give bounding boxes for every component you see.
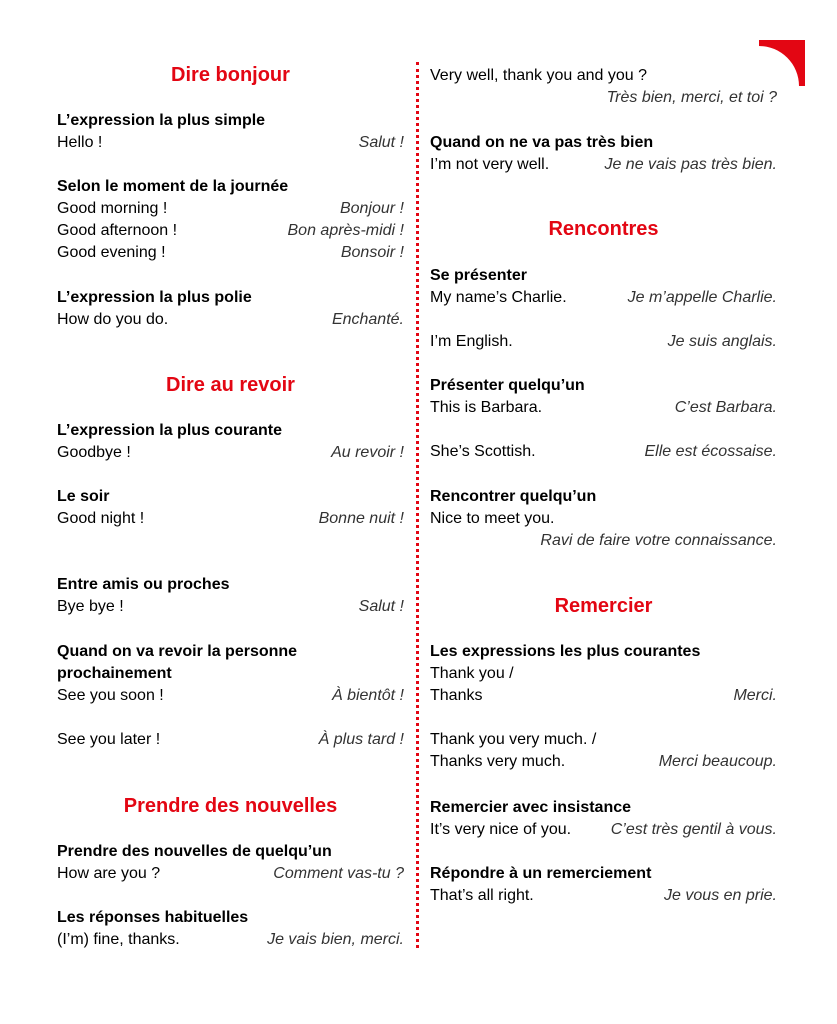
phrase-group-polie	[57, 287, 404, 331]
phrase-category: L’expression la plus polie	[57, 289, 252, 306]
phrase-group-prochainement	[57, 641, 404, 751]
english-phrase: That’s all right.	[430, 887, 534, 904]
phrase-category: L’expression la plus courante	[57, 422, 282, 439]
french-translation: Je ne vais pas très bien.	[604, 156, 777, 173]
phrase-group-se-presenter	[430, 265, 777, 353]
phrase-category: Selon le moment de la journée	[57, 178, 289, 195]
section-remercier	[430, 593, 777, 619]
french-translation: À bientôt !	[331, 687, 404, 704]
french-translation: Je m’appelle Charlie.	[627, 289, 777, 306]
english-phrase: My name’s Charlie.	[430, 289, 567, 306]
phrase-group-courante	[57, 420, 404, 464]
english-phrase: Goodbye !	[57, 444, 131, 461]
section-title: Dire au revoir	[166, 374, 295, 396]
phrase-row	[430, 397, 777, 419]
english-phrase: Hello !	[57, 134, 103, 151]
french-translation: C’est très gentil à vous.	[610, 821, 777, 838]
english-phrase: Good night !	[57, 510, 145, 527]
section-title: Remercier	[554, 595, 653, 617]
section-dire-bonjour	[57, 62, 404, 88]
phrase-row	[430, 729, 777, 751]
section-rencontres	[430, 216, 777, 242]
phrase-category: Prendre des nouvelles de quelqu’un	[57, 843, 332, 860]
english-phrase: Very well, thank you and you ?	[430, 67, 648, 84]
phrase-row	[430, 819, 777, 841]
phrase-group-amis	[57, 574, 404, 618]
phrase-row	[57, 198, 404, 220]
french-translation: Elle est écossaise.	[644, 443, 777, 460]
phrase-category: Quand on va revoir la personne	[57, 643, 298, 660]
phrase-category-continued: prochainement	[57, 665, 172, 682]
phrase-category: Se présenter	[430, 267, 527, 284]
section-dire-au-revoir	[57, 372, 404, 398]
french-translation: Je suis anglais.	[667, 333, 777, 350]
french-translation: C’est Barbara.	[674, 399, 777, 416]
phrase-group-insistance	[430, 797, 777, 841]
english-phrase: Bye bye !	[57, 598, 124, 615]
phrase-category: Entre amis ou proches	[57, 576, 230, 593]
french-translation: Enchanté.	[331, 311, 404, 328]
phrase-row	[430, 663, 777, 685]
phrase-group-nouvelles	[57, 841, 404, 885]
phrase-category: Remercier avec insistance	[430, 799, 632, 816]
phrase-group-pas-bien	[430, 132, 777, 176]
french-translation: Bonjour !	[339, 200, 404, 217]
french-translation: Très bien, merci, et toi ?	[606, 89, 777, 106]
french-translation: Ravi de faire votre connaissance.	[540, 532, 777, 549]
section-title: Rencontres	[548, 218, 659, 240]
phrase-category: Les expressions les plus courantes	[430, 643, 701, 660]
phrase-category: Quand on ne va pas très bien	[430, 134, 654, 151]
phrase-category: Les réponses habituelles	[57, 909, 249, 926]
phrase-row	[57, 242, 404, 264]
english-phrase: I’m not very well.	[430, 156, 550, 173]
phrase-group-rencontrer	[430, 486, 777, 552]
english-phrase: It’s very nice of you.	[430, 821, 572, 838]
phrase-row	[57, 508, 404, 530]
english-phrase: Nice to meet you.	[430, 510, 555, 527]
phrase-row	[430, 685, 777, 707]
english-phrase: Thank you /	[430, 665, 514, 682]
phrase-row	[430, 331, 777, 353]
dotted-column-divider	[416, 62, 419, 948]
phrase-row	[57, 442, 404, 464]
phrase-row	[57, 220, 404, 242]
phrase-group-simple	[57, 110, 404, 154]
phrase-row	[57, 929, 404, 951]
english-phrase: Good morning !	[57, 200, 168, 217]
phrase-row	[57, 729, 404, 751]
french-translation: Merci beaucoup.	[658, 753, 777, 770]
phrase-group-reponses	[57, 907, 404, 951]
english-phrase: This is Barbara.	[430, 399, 543, 416]
english-phrase: Good evening !	[57, 244, 166, 261]
phrase-row	[430, 885, 777, 907]
phrase-row	[57, 596, 404, 618]
english-phrase: How are you ?	[57, 865, 161, 882]
french-translation: Au revoir !	[331, 444, 404, 461]
english-phrase: (I’m) fine, thanks.	[57, 931, 180, 948]
english-phrase: Good afternoon !	[57, 222, 178, 239]
phrase-row	[57, 863, 404, 885]
french-translation: Bonsoir !	[340, 244, 404, 261]
phrase-group-soir	[57, 486, 404, 530]
english-phrase: Thanks very much.	[430, 753, 566, 770]
phrase-category: Présenter quelqu’un	[430, 377, 585, 394]
phrase-row	[57, 132, 404, 154]
phrase-group-moment	[57, 176, 404, 264]
english-phrase: Thank you very much. /	[430, 731, 597, 748]
phrase-row	[430, 751, 777, 773]
english-phrase: She’s Scottish.	[430, 443, 536, 460]
english-phrase: How do you do.	[57, 311, 169, 328]
phrase-row	[430, 65, 777, 87]
phrase-group-courantes	[430, 641, 777, 773]
section-prendre-des-nouvelles	[57, 793, 404, 819]
phrase-category: Le soir	[57, 488, 110, 505]
french-translation: Bonne nuit !	[318, 510, 404, 527]
phrase-group-very-well	[430, 65, 777, 109]
french-translation: Je vais bien, merci.	[267, 931, 404, 948]
french-translation: Salut !	[358, 134, 404, 151]
phrase-group-repondre	[430, 863, 777, 907]
section-title: Prendre des nouvelles	[123, 795, 338, 817]
phrase-category: L’expression la plus simple	[57, 112, 266, 129]
english-phrase: I’m English.	[430, 333, 513, 350]
phrase-group-presenter	[430, 375, 777, 463]
english-phrase: See you soon !	[57, 687, 164, 704]
french-translation: Salut !	[358, 598, 404, 615]
french-translation: À plus tard !	[318, 731, 404, 748]
section-title: Dire bonjour	[171, 64, 290, 86]
english-phrase: Thanks	[430, 687, 483, 704]
french-translation: Merci.	[733, 687, 777, 704]
phrase-row	[430, 287, 777, 309]
french-translation: Bon après-midi !	[287, 222, 404, 239]
phrase-row	[430, 508, 777, 530]
phrase-row	[57, 685, 404, 707]
phrase-row	[430, 154, 777, 176]
phrase-row	[430, 441, 777, 463]
phrase-category: Répondre à un remerciement	[430, 865, 652, 882]
phrase-row	[57, 309, 404, 331]
french-translation: Comment vas-tu ?	[273, 865, 404, 882]
english-phrase: See you later !	[57, 731, 161, 748]
phrase-category: Rencontrer quelqu’un	[430, 488, 597, 505]
french-translation: Je vous en prie.	[664, 887, 777, 904]
